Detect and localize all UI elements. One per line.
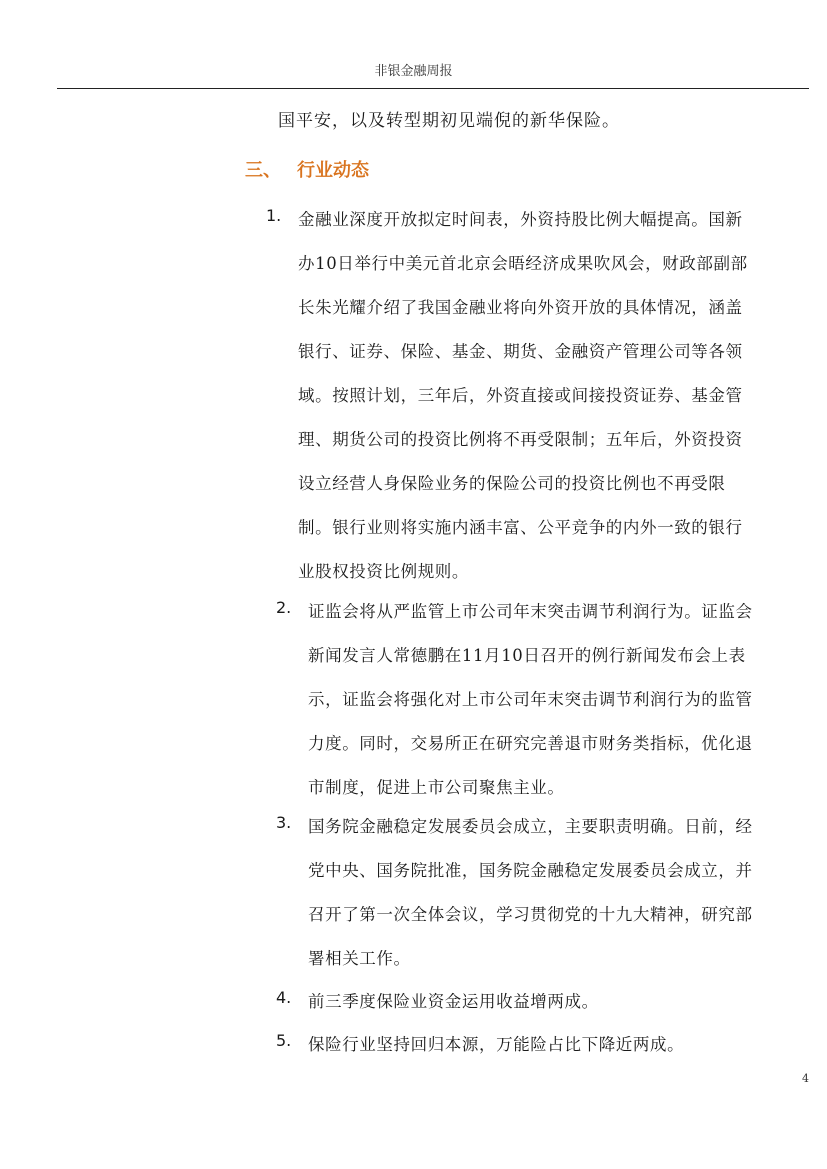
header-title: 非银金融周报: [374, 64, 453, 79]
list-item-line: 党中央、国务院批准，国务院金融稳定发展委员会成立，并: [308, 861, 753, 880]
list-item-line: 业股权投资比例规则。: [298, 562, 469, 581]
list-item-line: 理、期货公司的投资比例将不再受限制；五年后，外资投资: [298, 430, 743, 449]
list-item-number: 1.: [266, 206, 282, 225]
list-item-line: 银行、证券、保险、基金、期货、金融资产管理公司等各领: [298, 342, 743, 361]
list-item-number: 2.: [276, 598, 292, 617]
page-number: 4: [802, 1072, 809, 1085]
list-item-line: 证监会将从严监管上市公司年末突击调节利润行为。证监会: [308, 602, 753, 621]
list-item-number: 4.: [276, 988, 292, 1007]
list-item-line: 办10日举行中美元首北京会晤经济成果吹风会，财政部副部: [298, 254, 748, 273]
section-heading: [245, 156, 369, 182]
list-item-line: 设立经营人身保险业务的保险公司的投资比例也不再受限: [298, 474, 726, 493]
list-item-line: 金融业深度开放拟定时间表，外资持股比例大幅提高。国新: [298, 210, 743, 229]
list-item-line: 域。按照计划，三年后，外资直接或间接投资证券、基金管: [298, 386, 743, 405]
list-item-line: 国务院金融稳定发展委员会成立，主要职责明确。日前，经: [308, 817, 753, 836]
list-item-line: 召开了第一次全体会议，学习贯彻党的十九大精神，研究部: [308, 905, 753, 924]
list-item-line: 示，证监会将强化对上市公司年末突击调节利润行为的监管: [308, 690, 753, 709]
list-item-line: 制。银行业则将实施内涵丰富、公平竞争的内外一致的银行: [298, 518, 743, 537]
list-item-line: 前三季度保险业资金运用收益增两成。: [308, 992, 599, 1011]
section-title: 行业动态: [297, 160, 369, 181]
list-item-line: 长朱光耀介绍了我国金融业将向外资开放的具体情况，涵盖: [298, 298, 743, 317]
intro-line: 国平安，以及转型期初见端倪的新华保险。: [278, 111, 620, 131]
section-number: 三、: [245, 160, 281, 181]
header-rule: [57, 88, 809, 89]
list-item-line: 市制度，促进上市公司聚焦主业。: [308, 778, 565, 797]
list-item-line: 署相关工作。: [308, 949, 411, 968]
list-item-line: 力度。同时，交易所正在研究完善退市财务类指标，优化退: [308, 734, 753, 753]
list-item-line: 保险行业坚持回归本源，万能险占比下降近两成。: [308, 1035, 685, 1054]
list-item-number: 5.: [276, 1031, 292, 1050]
list-item-number: 3.: [276, 813, 292, 832]
list-item-line: 新闻发言人常德鹏在11月10日召开的例行新闻发布会上表: [308, 646, 746, 665]
